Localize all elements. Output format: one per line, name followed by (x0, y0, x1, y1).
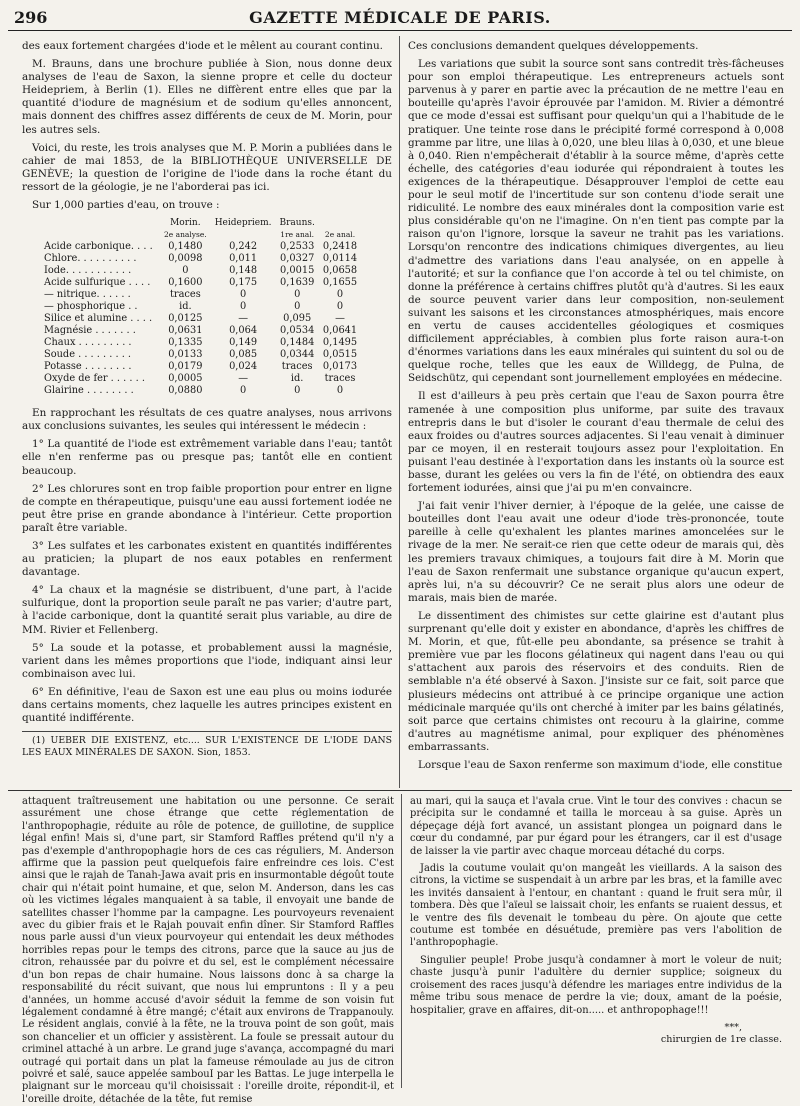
table-cell: — (238, 373, 248, 385)
feuilleton-column-divider (401, 794, 402, 1088)
table-cell: — (238, 313, 248, 325)
table-cell: 0,024 (229, 361, 258, 373)
table-cell: 0,1480 (168, 241, 203, 253)
table-row (40, 361, 361, 373)
paragraph: Il est d'ailleurs à peu près certain que l'eau de Saxon pourra être ramenée à une composition plus uniforme, par suite des travaux entrepris dans le but d'isoler le courant d'eau thermale de celui des eaux froides ou d'autres sources adjacentes. Si l'eau venait à diminuer par ce moyen, il en resterait toujours assez pour l'exploitation. En puisant l'eau destinée à l'exportation dans les instants où la source est basse, durant les gelées ou vers la fin de l'été, on obtiendra des eaux fortement iodurées, ainsi que j'ai pu m'en convaincre. (408, 390, 784, 495)
table-cell: 0,0015 (280, 265, 315, 277)
table-row (40, 337, 361, 349)
table-cell: 0,0098 (168, 253, 203, 265)
table-row (40, 325, 361, 337)
feuilleton-right (410, 796, 782, 1090)
table-cell: 0,0114 (322, 253, 358, 265)
substance-name: Iode. . . . . . . . . . . (44, 265, 132, 277)
table-cell: id. (290, 373, 304, 385)
table-cell: 0 (294, 289, 301, 301)
substance-name: Glairine . . . . . . . . (44, 385, 134, 397)
table-cell: 0,175 (229, 277, 258, 289)
table-subheader-row (40, 229, 361, 241)
table-cell: 0,095 (283, 313, 312, 325)
signature-mark: ***, (724, 1021, 742, 1033)
table-cell: 0 (239, 385, 247, 397)
table-cell: traces (324, 373, 356, 385)
table-cell: 0,2418 (322, 241, 358, 253)
paragraph: En rapprochant les résultats de ces quatre analyses, nous arrivons aux conclusions suivantes, les seules qui intéressent le médecin : (22, 407, 392, 433)
substance-name: Oxyde de fer . . . . . . (44, 373, 145, 385)
analysis-table (40, 217, 361, 397)
table-header-cell (319, 217, 361, 229)
page-header (8, 6, 792, 31)
table-subheader-cell (40, 229, 160, 241)
paragraph: Singulier peuple! Probe jusqu'à condamner à mort le voleur de nuit; chaste jusqu'à punir l'adultère du dernier supplice; soigneux du croisement des races jusqu'à défendre les mariages entre individus de la même tribu sous menace de perdre la vie; doux, amant de la poésie, hospitalier, grave en affaires, dit-on..... et anthropophage!!! (410, 954, 782, 1016)
substance-name: Acide carbonique. . . . (44, 241, 153, 253)
table-cell: 0,1655 (322, 277, 358, 289)
table-cell: 0,064 (229, 325, 258, 337)
feuilleton-divider (8, 790, 792, 791)
table-cell: 0,0133 (168, 349, 203, 361)
table-cell: 0 (336, 385, 344, 397)
paragraph: 1° La quantité de l'iode est extrêmement variable dans l'eau; tantôt elle n'en renferme pas ou presque pas; tantôt elle en contient beaucoup. (22, 438, 392, 477)
table-cell: 0,1484 (280, 337, 315, 349)
paragraph: M. Brauns, dans une brochure publiée à Sion, nous donne deux analyses de l'eau de Saxon, la sienne propre et celle du docteur Heidepriem, à Berlin (1). Elles ne diffèrent entre elles que par la quantité d'iodure de magnésium et de sodium qu'elles annoncent, mais donnent des chiffres assez différents de ceux de M. Morin, pour les autres sels. (22, 58, 392, 136)
paragraph: 5° La soude et la potasse, et probablement aussi la magnésie, varient dans les mêmes proportions que l'iode, indiquant ainsi leur combinaison avec lui. (22, 641, 392, 680)
table-subheader-cell (211, 229, 276, 241)
table-cell: — (335, 313, 345, 325)
table-cell: 0,0631 (168, 325, 203, 337)
table-cell: 0,1600 (168, 277, 203, 289)
table-cell: 0,0327 (280, 253, 315, 265)
substance-name: Potasse . . . . . . . . (44, 361, 132, 373)
paragraph: des eaux fortement chargées d'iode et le mêlent au courant continu. (22, 40, 383, 52)
paragraph: au mari, qui la sauça et l'avala crue. Vint le tour des convives : chacun se précipita sur le condamné et tailla le morceau à sa guise. Après un dépeçage déjà fort avancé, un assistant plongea un poignard dans le cœur du condamné, par pur égard pour les étrangers, car il est d'usage de laisser la vie partir avec chaque morceau détaché du corps. (410, 796, 782, 857)
footnote: (1) UEBER DIE EXISTENZ, etc.... SUR L'EXISTENCE DE L'IODE DANS LES EAUX MINÉRALES DE SAXON. Sion, 1853. (22, 731, 392, 759)
substance-name: Acide sulfurique . . . . (44, 277, 151, 289)
table-row (40, 265, 361, 277)
paragraph: J'ai fait venir l'hiver dernier, à l'époque de la gelée, une caisse de bouteilles dont l'eau avait une odeur d'iode très-prononcée, toute pareille à celle qu'exhalent les plantes marines amoncelées sur le rivage de la mer. Ne serait-ce rien que cette odeur de marais qui, dès les premiers travaux chimiques, a toujours fait dire à M. Morin que l'eau de Saxon renfermait une substance organique qu'aucun expert, après lui, n'a su découvrir? Ce ne serait plus alors une odeur de marais, mais bien de marée. (408, 500, 784, 604)
table-header-cell: Brauns. (279, 218, 315, 229)
table-cell: 0 (336, 289, 344, 301)
table-subheader-cell: 2e anal. (324, 230, 356, 240)
substance-name: — phosphorique . . (44, 301, 138, 313)
table-cell: 0,1335 (168, 337, 203, 349)
paragraph: 2° Les chlorures sont en trop faible proportion pour entrer en ligne de compte en thérapeutique, puisqu'une eau aussi fortement iodée ne peut être prise en grande abondance à l'intérieur. Cette proportion paraît être variable. (22, 482, 392, 534)
paragraph: Voici, du reste, les trois analyses que M. P. Morin a publiées dans le cahier de mai 1853, de la BIBLIOTHÈQUE UNIVERSELLE DE GENÈVE; la question de l'origine de l'iode dans la roche étant du ressort de la géologie, je ne l'aborderai pas ici. (22, 141, 392, 193)
paragraph: Sur 1,000 parties d'eau, on trouve : (32, 199, 220, 212)
table-header-row (40, 217, 361, 229)
paragraph: 4° La chaux et la magnésie se distribuent, d'une part, à l'acide sulfurique, dont la proportion seule paraît ne pas varier; d'autre part, à l'acide carbonique, dont la quantité serait plus variable, au dire de MM. Rivier et Fellenberg. (22, 584, 392, 636)
table-row (40, 385, 361, 397)
substance-name: Chlore. . . . . . . . . . (44, 253, 137, 265)
table-cell: 0,149 (229, 337, 258, 349)
table-cell: 0 (336, 301, 344, 313)
table-cell: 0 (294, 301, 301, 313)
substance-name: Magnésie . . . . . . . (44, 325, 136, 337)
column-divider (399, 36, 400, 788)
paragraph: Le dissentiment des chimistes sur cette glairine est d'autant plus surprenant qu'elle doit y exister en abondance, d'après les chiffres de M. Morin, et que, fût-elle peu abondante, sa présence se trahit à première vue par les flocons gélatineux qui nagent dans l'eau ou qui s'attachent aux parois des réservoirs et des conduits. Rien de semblable n'a été observé à Saxon. J'insiste sur ce fait, soit parce que plusieurs médecins ont attribué à ce principe organique une action médicinale marquée qu'ils ont cherché à imiter par les bains gélatinés, soit parce que certains chimistes ont recouru à la glairine, comme d'autres au magnétisme animal, pour expliquer des phénomènes embarrassants. (408, 609, 784, 753)
column-left (22, 40, 392, 790)
table-cell: 0,1639 (280, 277, 315, 289)
table-row (40, 277, 361, 289)
column-right (408, 40, 784, 786)
table-cell: id. (179, 301, 192, 313)
paragraph: Ces conclusions demandent quelques développements. (408, 40, 699, 52)
table-row (40, 289, 361, 301)
table-cell: 0,0179 (168, 361, 203, 373)
table-subheader-cell: 2e analyse. (164, 230, 207, 240)
table-cell: 0 (239, 301, 247, 313)
table-row (40, 301, 361, 313)
table-cell: 0 (239, 289, 247, 301)
table-cell: 0,0125 (168, 313, 203, 325)
table-header-cell: Morin. (170, 218, 201, 229)
table-cell: 0,148 (229, 265, 258, 277)
table-cell: 0,2533 (280, 241, 315, 253)
table-row (40, 313, 361, 325)
table-cell: 0,0173 (322, 361, 358, 373)
substance-name: — nitrique. . . . . . (44, 289, 131, 301)
table-cell: 0,0005 (168, 373, 203, 385)
table-cell: 0,0658 (322, 265, 358, 277)
table-cell: 0 (294, 385, 301, 397)
table-row (40, 349, 361, 361)
table-row (40, 241, 361, 253)
table-cell: 0,085 (229, 349, 258, 361)
table-cell: 0 (182, 265, 189, 277)
paragraph: Jadis la coutume voulait qu'on mangeât les vieillards. A la saison des citrons, la victime se suspendait à un arbre par les bras, et la famille avec les invités dansaient à l'entour, en chantant : quand le fruit sera mûr, il tombera. Dès que l'aïeul se laissait choir, les enfants se ruaient dessus, et le ventre des fils devenait le tombeau du père. On ajoute que cette coutume est tombée en désuétude, première pas vers l'abolition de l'anthropophagie. (410, 863, 782, 949)
table-cell: traces (281, 361, 313, 373)
page-number: 296 (14, 8, 48, 27)
table-row (40, 253, 361, 265)
paragraph: 6° En définitive, l'eau de Saxon est une eau plus ou moins iodurée dans certains moments, chez laquelle les autres principes existent en quantité indifférente. (22, 685, 392, 725)
table-row (40, 373, 361, 385)
table-cell: 0,011 (229, 253, 258, 265)
table-header-cell (40, 217, 160, 229)
table-cell: 0,0515 (322, 349, 358, 361)
paragraph: Lorsque l'eau de Saxon renferme son maximum d'iode, elle constitue (418, 758, 783, 771)
signature (410, 1022, 782, 1047)
table-header-cell: Heidepriem. (214, 218, 272, 229)
table-cell: 0,0344 (280, 349, 315, 361)
signature-title: chirurgien de 1re classe. (660, 1034, 782, 1046)
table-cell: 0,1495 (322, 337, 358, 349)
table-cell: 0,242 (229, 241, 258, 253)
paragraph: Les variations que subit la source sont sans contredit très-fâcheuses pour son emploi thérapeutique. Les entrepreneurs actuels sont parvenus à y parer en partie avec la précaution de ne mettre l'eau en bouteille qu'après l'avoir éprouvée par l'amidon. M. Rivier a démontré que ce mode d'essai est suffisant pour quelqu'un qui a l'habitude de le pratiquer. Une teinte rose dans le précipité formé correspond à 0,008 gramme par litre, une lilas à 0,020, une bleu lilas à 0,030, et une bleue à 0,040. Rien n'empêcherait d'établir à la source même, d'après cette échelle, des catégories d'eau iodurée qui répondraient à toutes les exigences de la thérapeutique. Désapprouver l'emploi de cette eau pour le seul motif de l'incertitude sur son contenu d'iode serait une ridiculité. Le nombre des eaux minérales dont la composition varie est plus considérable qu'on ne l'imagine. On n'en tient pas compte par la raison qu'on l'ignore, lorsque la saveur ne trahit pas les variations. Lorsqu'on rencontre des indications chimiques divergentes, au lieu d'admettre des variations dans l'eau analysée, on en appelle à l'autorité; et sur la confiance que l'on accorde à tel ou tel chimiste, on donne la préférence à certains chiffres plutôt qu'à d'autres. Si les eaux de source peuvent varier dans leur composition, non-seulement suivant les saisons et les circonstances atmosphériques, mais encore en vertu de causes accidentelles géologiques et cosmiques difficilement appréciables, à combien plus forte raison aura-t-on d'énormes variations dans les eaux minérales qui suintent du sol ou de quelque roche, telles que les eaux de Willdegg, de Pulna, de Seidschütz, qui cependant sont journellement employées en médecine. (408, 58, 784, 385)
journal-title: GAZETTE MÉDICALE DE PARIS. (249, 8, 551, 27)
feuilleton-left (22, 796, 394, 1105)
paragraph: 3° Les sulfates et les carbonates existent en quantités indifférentes au praticien; la plupart de nos eaux potables en renferment davantage. (22, 539, 392, 579)
table-cell: traces (169, 289, 201, 301)
substance-name: Chaux . . . . . . . . . (44, 337, 132, 349)
table-cell: 0,0641 (322, 325, 358, 337)
paragraph: attaquent traîtreusement une habitation ou une personne. Ce serait assurément une chose étrange que cette réglementation de l'anthropophagie, réduite au rôle de potence, de guillotine, de supplice légal enfin! Mais si, d'une part, sir Stamford Raffles prétend qu'il n'y a pas d'exemple d'anthropophagie hors de ces cas réguliers, M. Anderson affirme que la passion peut quelquefois faire enfreindre ces lois. C'est ainsi que le rajah de Tanah-Jawa avait pris en insurmontable dégoût toute chair qui n'était point humaine, et que, selon M. Anderson, dans les cas où les victimes légales manquaient à sa table, il envoyait une bande de satellites chasser l'homme par la campagne. Les pourvoyeurs revenaient avec du gibier frais et le Rajah pouvait enfin dîner. Sir Stamford Raffles nous parle aussi d'un vieux pourvoyeur qui entendait les deux méthodes horribles repas pour le temps des citrons, parce que la sauce au jus de citron, rehaussée par du poivre et du sel, est le complément nécessaire d'un bon repas de chair humaine. Nous laissons donc à sa charge la responsabilité du récit suivant, que nous lui empruntons : Il y a peu d'années, un homme accusé d'avoir séduit la femme de son voisin fut légalement condamné à être mangé; c'était aux environs de Trappanouly. Le résident anglais, convié à la fête, ne la trouva point de son goût, mais son chancelier et un officier y assistèrent. La foule se pressait autour du criminel attaché à un arbre. Le grand juge s'avança, accompagné du mari outragé qui portait dans un plat la fameuse rémoulade au jus de citron poivré et salé, sauce appelée sambouI par les Battas. Le juge interpella le plaignant sur le morceau qu'il choisissait : l'oreille droite, répondit-il, et l'oreille droite, détachée de la tête, fut remise (22, 796, 394, 1105)
substance-name: Silice et alumine . . . . (44, 313, 153, 325)
table-subheader-cell: 1re anal. (280, 230, 315, 240)
substance-name: Soude . . . . . . . . . (44, 349, 132, 361)
table-cell: 0,0534 (280, 325, 315, 337)
table-cell: 0,0880 (168, 385, 203, 397)
